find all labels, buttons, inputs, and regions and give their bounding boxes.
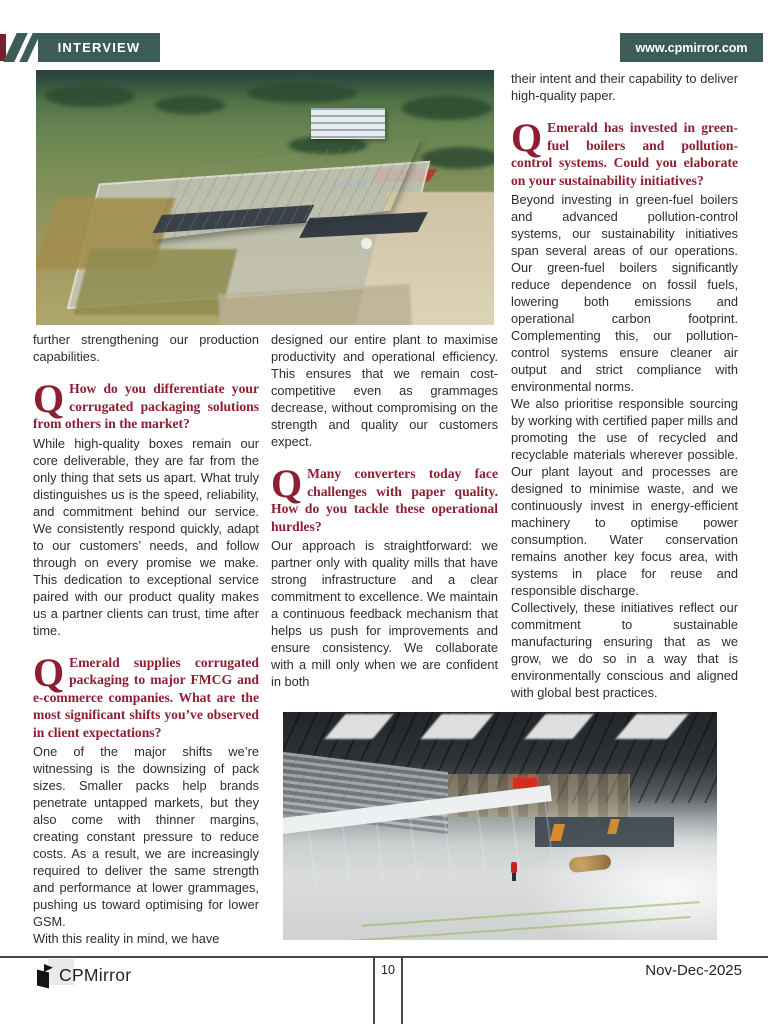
footer-rule <box>0 956 768 958</box>
page-number: 10 <box>381 963 395 977</box>
dropcap-q: Q <box>511 115 543 160</box>
aerial-treeline <box>402 96 492 120</box>
column-1 <box>33 331 259 947</box>
dropcap-q: Q <box>33 376 65 421</box>
body-paragraph: their intent and their capability to deliver high-quality paper. <box>511 71 738 103</box>
aerial-field <box>74 249 237 315</box>
question-2 <box>33 649 259 742</box>
question-text: Emerald supplies corrugated packaging to major FMCG and e-commerce companies. What are the most significant shifts you’ve observed in client expectations? <box>33 654 259 740</box>
brand-rest: Mirror <box>83 964 132 985</box>
aerial-treeline <box>247 83 357 103</box>
worker-figure <box>512 873 516 881</box>
answer-paragraph: With this reality in mind, we have <box>33 931 220 946</box>
issue-date: Nov-Dec-2025 <box>645 962 742 979</box>
plant-interior-photo <box>283 712 717 940</box>
question-text: Emerald has invested in green-fuel boilers and pollution-control systems. Could you elaborate on your sustainability initiatives? <box>511 120 738 188</box>
aerial-office-building <box>311 108 385 139</box>
aerial-treeline <box>45 85 135 107</box>
answer-paragraph: Our approach is straightforward: we partner only with quality mills that have strong infrastructure and a clear commitment to excellence. We maintain a continuous feedback mechanism that helps us push for improvements and ensure consistency. We collaborate with a mill only when we are confident in both <box>271 538 498 689</box>
aerial-trees <box>421 147 494 169</box>
answer-paragraph: We also prioritise responsible sourcing by working with certified paper mills and promoting the use of recycled and recyclable materials wherever possible. Our plant layout and processes are designed to minimise waste, and we continuously invest in energy-efficient machinery to optimise power consumption. Water conservation remains another key focus area, with systems in place for reuse and responsible discharge. <box>511 396 738 598</box>
dropcap-q: Q <box>271 461 303 506</box>
question-3 <box>271 461 498 535</box>
question-1 <box>33 376 259 433</box>
book-logo-icon <box>35 962 57 988</box>
column-3 <box>511 70 738 701</box>
website-badge: www.cpmirror.com <box>620 33 763 62</box>
question-4 <box>511 115 738 189</box>
answer-paragraph: Collectively, these initiatives reflect our commitment to sustainable manufacturing ensuring that as we grow, we do so in a way that is environmentally conscious and aligned with global best practices. <box>511 600 738 700</box>
aerial-plant-photo <box>36 70 494 325</box>
brand-cp: CP <box>59 964 84 985</box>
question-text: Many converters today face challenges with paper quality. How do you tackle these operational hurdles? <box>271 466 498 534</box>
aerial-treeline <box>155 96 225 114</box>
column-2 <box>271 331 498 690</box>
answer-paragraph: One of the major shifts we’re witnessing is the downsizing of pack sizes. Smaller packs help brands penetrate untapped markets, but they also come with thinner margins, creating constant pressure to reduce costs. As a result, we are increasingly required to deliver the same strength and performance at lower grammages, pushing us toward optimising for lower GSM. <box>33 744 259 929</box>
body-paragraph: further strengthening our production capabilities. <box>33 332 259 364</box>
answer-paragraph: While high-quality boxes remain our core deliverable, they are far from the only thing that sets us apart. What truly distinguishes us is the speed, reliability, and commitment behind our service. We consistently respond quickly, adapt to our customers’ needs, and follow through on every promise we make. This dedication to exceptional service paired with our product quality makes us a partner clients can trust, time after time. <box>33 435 259 638</box>
brand-name <box>59 965 131 986</box>
answer-paragraph: Beyond investing in green-fuel boilers and advanced pollution-control systems, our sustainability initiatives span several areas of our operations. Our green-fuel boilers significantly reduce dependence on fossil fuels, lowering both emissions and operational carbon footprint. Complementing this, our pollution-control systems ensure cleaner air output and strict compliance with environmental norms. <box>511 192 738 394</box>
body-paragraph: designed our entire plant to maximise productivity and operational efficiency. This ensures that we remain cost-competitive even as grammages decrease, without compromising on the strength and quality our customers expect. <box>271 332 498 449</box>
section-label: INTERVIEW <box>38 33 160 62</box>
magazine-brand <box>35 960 131 990</box>
dropcap-q: Q <box>33 649 65 695</box>
question-text: How do you differentiate your corrugated packaging solutions from others in the market? <box>33 381 259 431</box>
